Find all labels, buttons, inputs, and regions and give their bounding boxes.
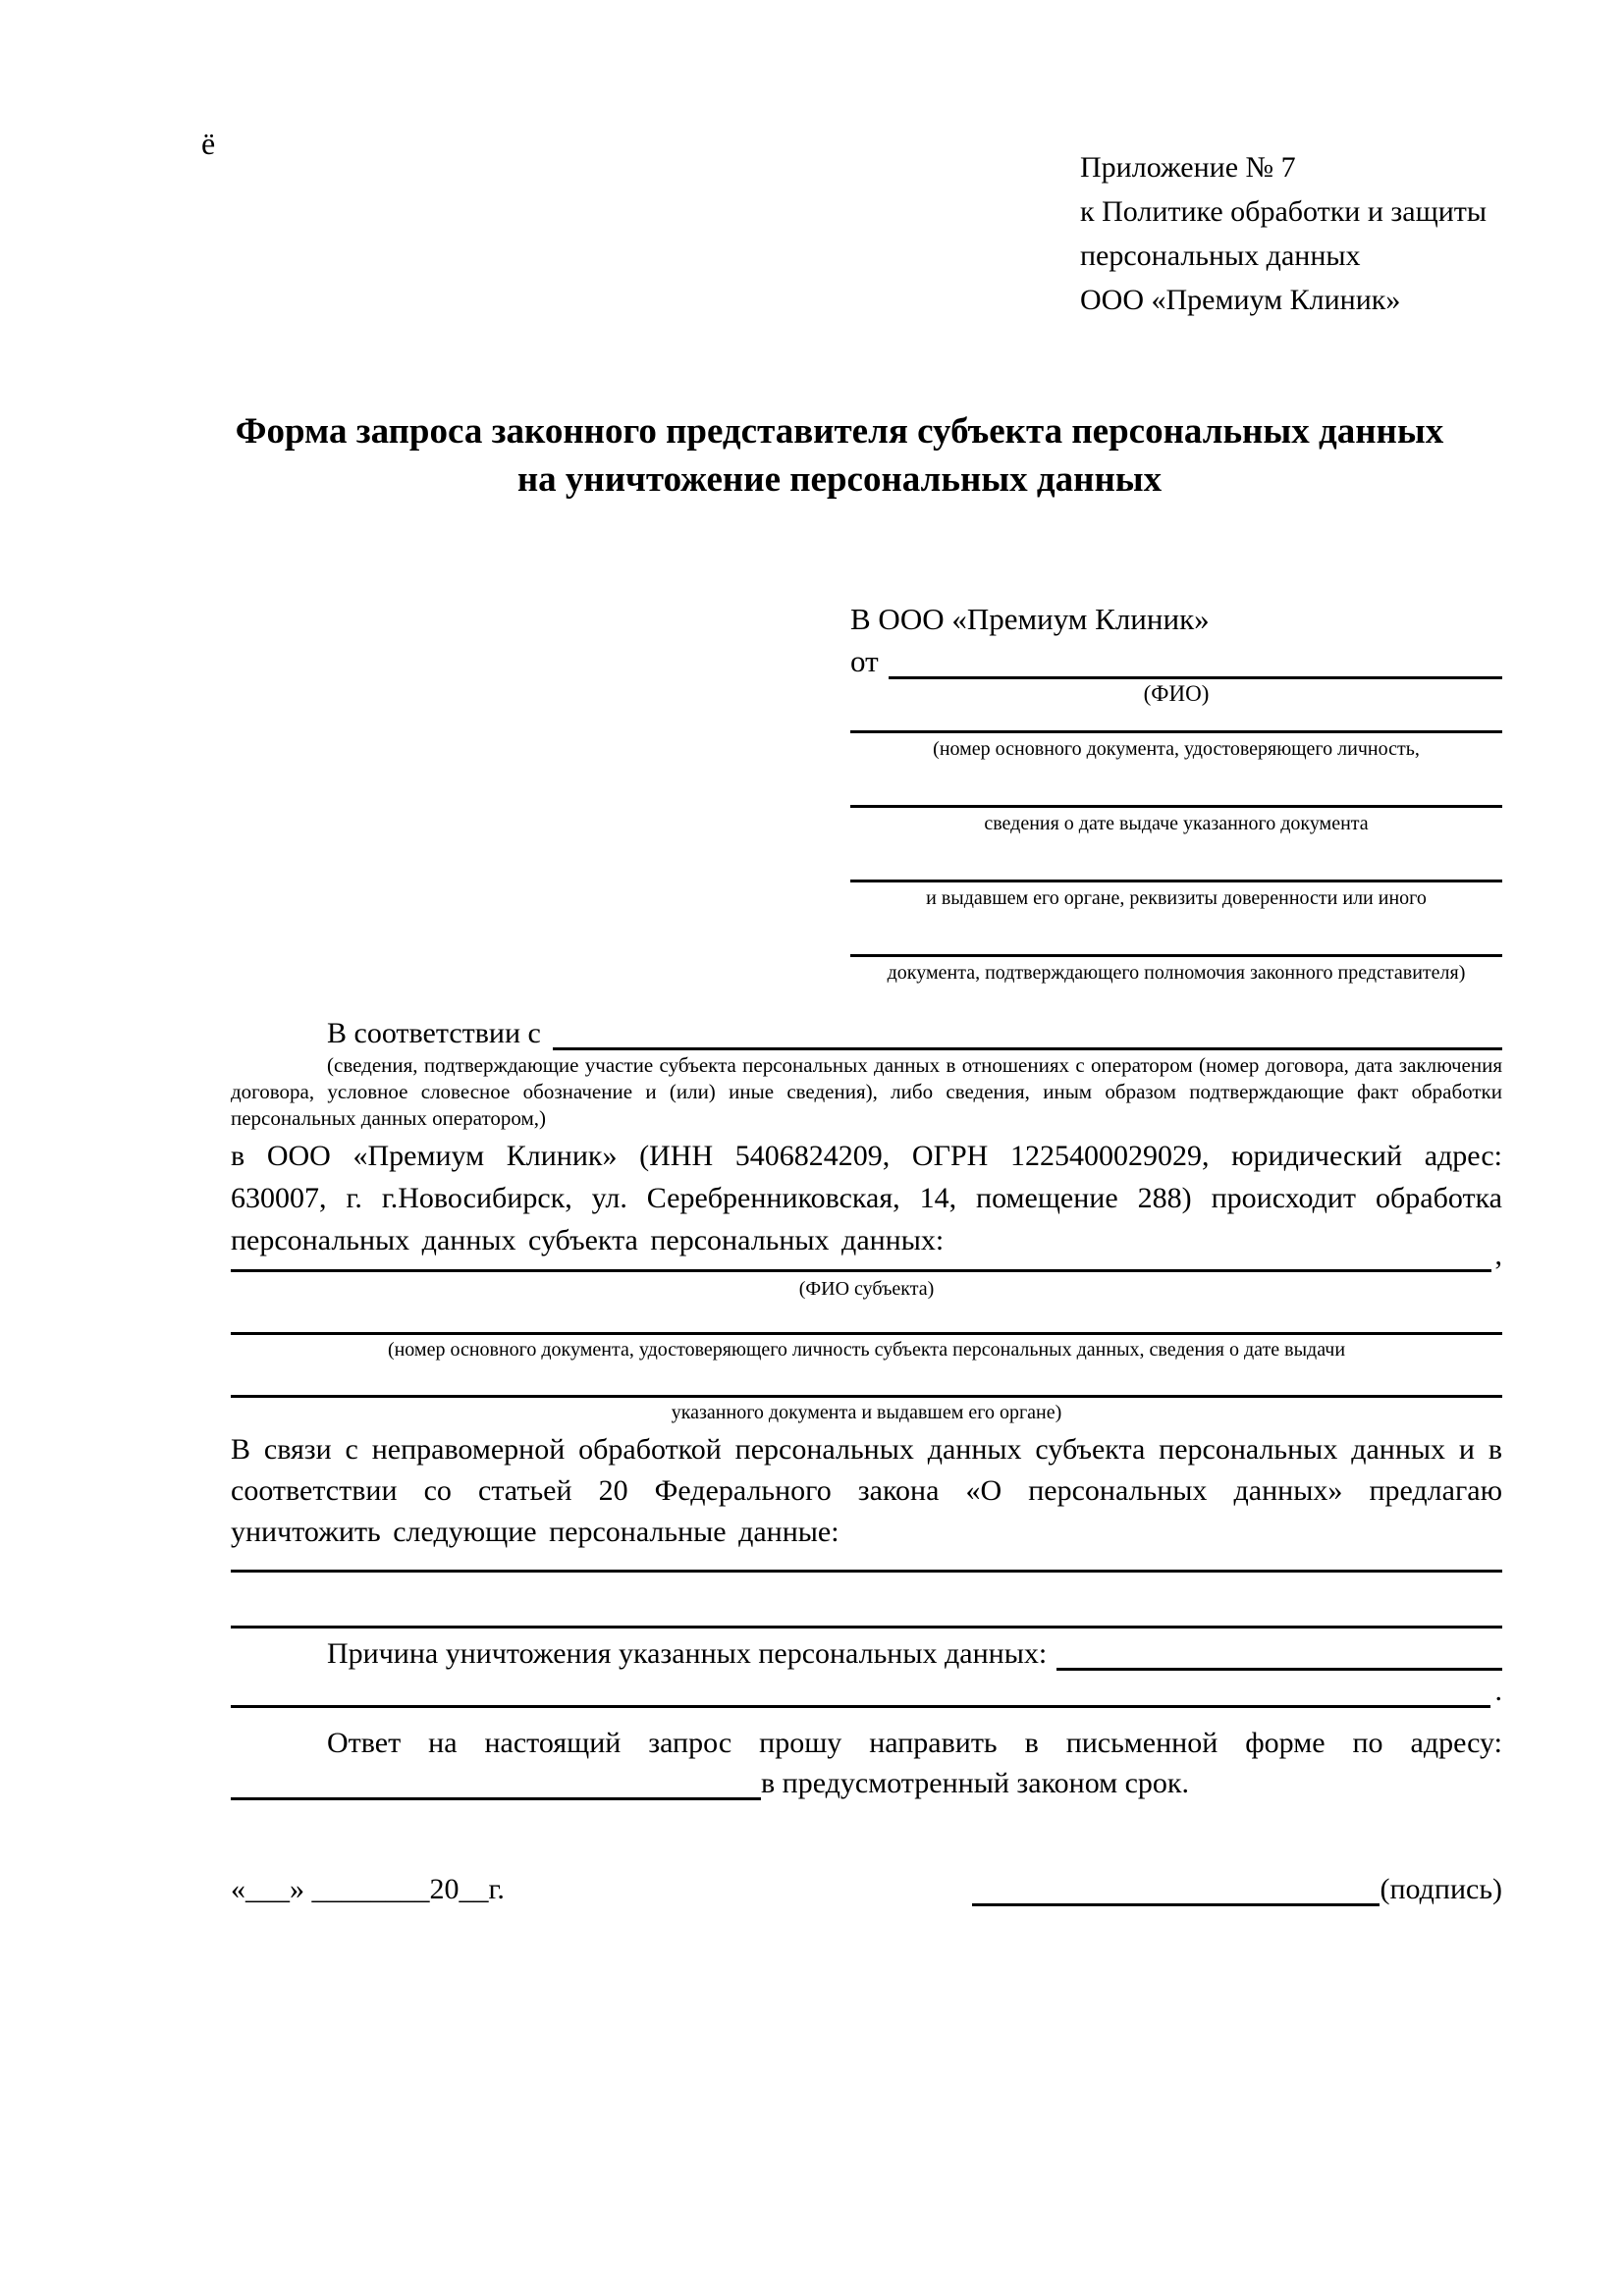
- subject-doc-caption-1: (номер основного документа, удостоверяющего личность субъекта персональных данных, сведения о дате выдачи: [387, 1339, 1346, 1361]
- subject-fio-caption: (ФИО субъекта): [798, 1278, 935, 1300]
- blank-line: [231, 1332, 1502, 1335]
- appendix-header-line-2: к Политике обработки и защиты: [1080, 195, 1488, 228]
- blank-line: [231, 1705, 1490, 1708]
- doc-caption-2: сведения о дате выдаче указанного документа: [984, 813, 1369, 834]
- from-label: от: [850, 644, 879, 678]
- addressee-organization: В ООО «Премиум Клиник»: [850, 602, 1210, 636]
- date-blank: «___» ________20__г.: [231, 1873, 505, 1905]
- doc-caption-1: (номер основного документа, удостоверяющего личность,: [933, 738, 1420, 760]
- subject-fio-blank-line: [231, 1269, 1491, 1272]
- document-title-line-1: Форма запроса законного представителя субъекта персональных данных: [235, 411, 1444, 452]
- reply-address-row: [231, 1765, 1502, 1800]
- appendix-header-line-4: ООО «Премиум Клиник»: [1080, 284, 1401, 316]
- accordance-note: (сведения, подтверждающие участие субъекта персональных данных в отношениях с оператором (номер договора, дата заключения договора, условное словесное обозначение и (или) иные сведения), либо сведения, иным образом подтверждающие факт обработки персональных данных оператором,): [231, 1053, 1502, 1130]
- signature-group: [972, 1873, 1502, 1906]
- operator-paragraph: в ООО «Премиум Клиник» (ИНН 5406824209, ОГРН 1225400029029, юридический адрес: 630007, г. г.Новосибирск, ул. Серебренниковская, 14, помещение 288) происходит обработка персональных данных субъекта персональных данных:: [231, 1140, 1502, 1256]
- document-title: [177, 407, 1502, 504]
- accordance-lead: В соответствии с: [327, 1017, 541, 1049]
- blank-line: [231, 1570, 1502, 1573]
- reason-row: [231, 1635, 1502, 1671]
- trailing-period: .: [1494, 1675, 1502, 1707]
- subject-fio-row: [231, 1239, 1502, 1272]
- doc-caption-3: и выдавшем его органе, реквизиты доверенности или иного: [926, 887, 1427, 909]
- from-row: [850, 640, 1502, 679]
- reply-request-line: Ответ на настоящий запрос прошу направить в письменной форме по адресу:: [327, 1727, 1502, 1759]
- appendix-header-line-1: Приложение № 7: [1080, 151, 1296, 184]
- fio-caption: (ФИО): [1143, 681, 1210, 706]
- blank-line: [850, 954, 1502, 957]
- reply-tail: в предусмотренный законом срок.: [761, 1767, 1189, 1799]
- doc-caption-4: документа, подтверждающего полномочия законного представителя): [887, 962, 1466, 984]
- trailing-comma: ,: [1494, 1239, 1502, 1271]
- blank-line: [850, 880, 1502, 882]
- representative-fio-blank-line: [889, 676, 1502, 679]
- reason-lead: Причина уничтожения указанных персональных данных:: [327, 1637, 1048, 1670]
- blank-line: [850, 730, 1502, 733]
- blank-line: [850, 805, 1502, 808]
- subject-doc-caption-2: указанного документа и выдавшем его органе): [671, 1402, 1062, 1423]
- accordance-blank-line: [553, 1047, 1502, 1050]
- signature-line: [972, 1873, 1380, 1906]
- appendix-header: [1080, 145, 1542, 322]
- blank-line: [231, 1395, 1502, 1398]
- unlawful-processing-paragraph: В связи с неправомерной обработкой персональных данных субъекта персональных данных и в соответствии со статьей 20 Федерального закона «О персональных данных» предлагаю уничтожить следующие персональные данные:: [231, 1433, 1502, 1548]
- blank-line: [231, 1626, 1502, 1629]
- stray-char: ё: [201, 126, 216, 161]
- accordance-row: [231, 1011, 1502, 1050]
- document-title-line-2: на уничтожение персональных данных: [516, 459, 1163, 500]
- reason-continuation-row: [231, 1675, 1502, 1708]
- date-signature-row: [231, 1867, 1502, 1906]
- signature-caption: (подпись): [1380, 1873, 1502, 1905]
- addressee-block: [850, 601, 1502, 986]
- reason-blank-line: [1056, 1668, 1502, 1671]
- appendix-header-line-3: персональных данных: [1080, 240, 1361, 272]
- address-blank-line: [231, 1797, 761, 1800]
